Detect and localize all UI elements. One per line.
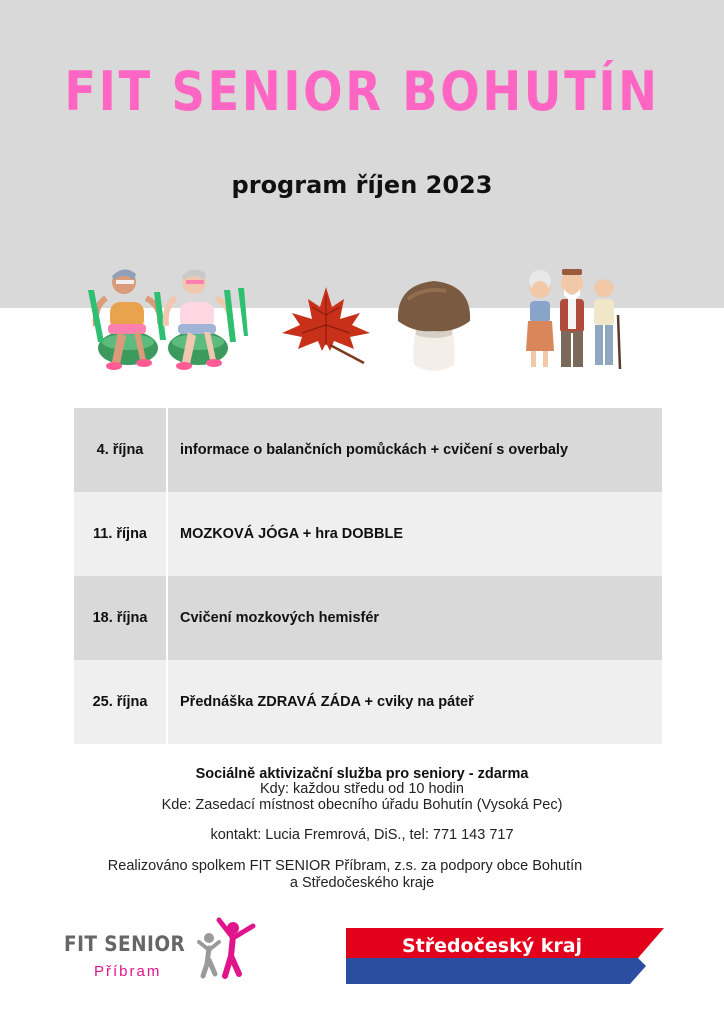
stredocesky-kraj-logo <box>346 928 664 984</box>
schedule-activity: Cvičení mozkových hemisfér <box>180 610 380 626</box>
schedule-activity: MOZKOVÁ JÓGA + hra DOBBLE <box>180 526 404 542</box>
contact-info: kontakt: Lucia Fremrová, DiS., tel: 771 143 717 <box>210 827 514 843</box>
table-row <box>74 660 662 744</box>
fit-senior-logo-city: Příbram <box>94 963 162 980</box>
schedule-date: 18. října <box>74 576 168 660</box>
poster-subtitle: program říjen 2023 <box>231 171 493 199</box>
seniors-exercising-illustration <box>88 262 248 380</box>
fit-senior-logo-name: FIT SENIOR <box>64 932 186 956</box>
table-row <box>74 492 662 576</box>
venue-location: Kde: Zasedací místnost obecního úřadu Bohutín (Vysoká Pec) <box>161 797 563 813</box>
elderly-group-illustration <box>518 265 626 375</box>
schedule-date: 11. října <box>74 492 168 576</box>
organizer-note-line1: Realizováno spolkem FIT SENIOR Příbram, z.s. za podpory obce Bohutín <box>107 858 583 874</box>
schedule-time: Kdy: každou středu od 10 hodin <box>260 781 464 797</box>
service-description: Sociálně aktivizační služba pro seniory - zdarma <box>195 766 529 782</box>
jumping-figures-icon <box>197 916 263 982</box>
kraj-logo-name: Středočeský kraj <box>401 935 583 957</box>
schedule-activity: informace o balančních pomůckách + cvičení s overbaly <box>180 442 569 458</box>
fit-senior-logo <box>64 920 274 986</box>
schedule-table <box>74 408 662 744</box>
maple-leaf-illustration <box>280 285 372 365</box>
poster-title: FIT SENIOR BOHUTÍN <box>64 60 660 123</box>
mushroom-illustration <box>394 275 474 375</box>
schedule-activity: Přednáška ZDRAVÁ ZÁDA + cviky na páteř <box>180 694 474 710</box>
table-row <box>74 576 662 660</box>
schedule-date: 25. října <box>74 660 168 744</box>
table-row <box>74 408 662 492</box>
schedule-date: 4. října <box>74 408 168 492</box>
organizer-note-line2: a Středočeského kraje <box>289 875 435 891</box>
